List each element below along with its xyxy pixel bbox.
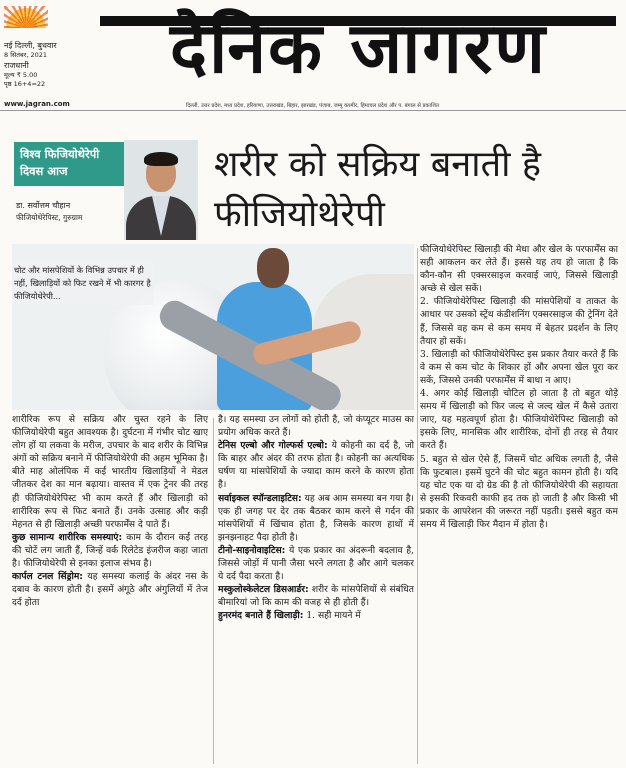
- paragraph: शारीरिक रूप से सक्रिय और चुस्त रहने के लिए फीजियोथेरेपी बहुत आवश्यक है। दुर्घटना में गंभीर चोट खाए लोग हों या लकवा के मरीज, उपचार के बाद शरीर के विभिन्न अंगों को सक्रिय बनाने में फीजियोथेरेपी की अहम भूमिका है। बीते माह ओलंपिक में कई भारतीय खिलाड़ियों ने मेडल जीतकर देश का मान बढ़ाया। वास्तव में एक ट्रेनर की तरह ही फीजियोथेरेपिस्ट भी काम करते हैं और खिलाड़ी को शारीरिक रूप से फिट बनाते हैं। उनके उत्साह और कड़ी मेहनत से ही खिलाड़ी अच्छी परफार्मेंस दे पाते हैं।: [12, 415, 208, 530]
- newspaper-logo: दैनिक जागरण: [170, 7, 547, 89]
- edition-info: [4, 40, 74, 89]
- headline-line-2: फीजियोथेरेपी: [214, 194, 385, 235]
- subheading: मस्कुलोस्केलेटल डिसआर्डर:: [218, 585, 309, 596]
- edition-region: राजधानी: [4, 61, 29, 70]
- editions-list: दिल्ली, उत्तर प्रदेश, मध्य प्रदेश, हरियाणा, उत्तराखंड, बिहार, झारखंड, पंजाब, जम्मू कश्मीर, हिमाचल प्रदेश और प. बंगाल से प्रकाशित: [186, 103, 439, 109]
- subheading: कार्पल टनल सिंड्रोम:: [12, 572, 83, 583]
- paragraph: फीजियोथेरेपिस्ट खिलाड़ी की मेधा और खेल के परफार्मेंस का सही आकलन कर लेते हैं। इससे यह तय हो जाता है कि कौन-कौन सी एक्सरसाइज करवाई जाएं, जिससे खिलाड़ी अच्छे से खेल सकें।: [420, 245, 618, 295]
- edition-price: मूल्य ₹ 5.00: [4, 71, 38, 79]
- column-rule: [417, 248, 418, 764]
- edition-pages: पृष्ठ 16+4=22: [4, 80, 46, 88]
- website-link[interactable]: www.jagran.com: [4, 100, 70, 108]
- paragraph: टेनिस एल्बो और गोल्फर्स एल्बो: ये कोहनी का दर्द है, जो कि बाहर और अंदर की तरफ होता है। कोहनी का अत्यधिक घर्षण या मांसपेशियों के ज्यादा काम करने के कारण होता है।: [218, 441, 414, 491]
- edition-date: 8 सितंबर, 2021: [4, 51, 48, 59]
- masthead: [0, 0, 626, 108]
- photo-caption: चोट और मांसपेशियों के विभिन्न उपचार में ही नहीं, खिलाड़ियों को फिट रखने में भी कारगर है फीजियोथेरेपी...: [14, 262, 154, 305]
- column-rule: [213, 418, 214, 764]
- author-portrait: [124, 140, 198, 240]
- paragraph: है। यह समस्या उन लोगों को होती है, जो कंप्यूटर माउस का प्रयोग अधिक करते हैं।: [218, 415, 414, 439]
- paragraph: 3. खिलाड़ी को फीजियोथेरेपिस्ट इस प्रकार तैयार करते हैं कि वे कम से कम चोट के शिकार हों और अपना खेल पूरा कर सकें, जिससे उनकी परफार्मेंस में बाधा न आए।: [420, 349, 618, 386]
- article-column-3: [420, 244, 618, 764]
- subheading: टेनिस एल्बो और गोल्फर्स एल्बो:: [218, 441, 328, 452]
- subheading: सर्वाइकल स्पॉन्डलाइटिस:: [218, 493, 302, 504]
- article-headline: [214, 140, 618, 240]
- paragraph: मस्कुलोस्केलेटल डिसआर्डर: शरीर के मांसपेशियों से संबंधित बीमारियां जो कि काम की वजह से ही होती हैं।: [218, 585, 414, 609]
- kicker-line-2: दिवस आज: [20, 164, 68, 178]
- author-role: फीजियोथेरेपिस्ट, गुरुग्राम: [16, 213, 83, 222]
- subheading: हुनरमंद बनाते हैं खिलाड़ी:: [218, 611, 304, 622]
- paragraph: टीनो-साइनोवाइटिस: ये एक प्रकार का अंदरूनी बदलाव है, जिससे जोड़ों में पानी जैसा भरने लगता है और आगे चलकर ये दर्द पैदा करता है।: [218, 545, 414, 583]
- paragraph: सर्वाइकल स्पॉन्डलाइटिस: यह अब आम समस्या बन गया है। एक ही जगह पर देर तक बैठकर काम करने से गर्दन की मांसपेशियों में खिंचाव होता है, जिसके कारण हाथों में झनझनाहट पैदा होती है।: [218, 493, 414, 543]
- subheading: टीनो-साइनोवाइटिस:: [218, 545, 286, 556]
- subheading: कुछ सामान्य शारीरिक समस्याएं:: [12, 532, 123, 543]
- article-column-2: [218, 414, 414, 764]
- therapist-head: [257, 248, 289, 288]
- article-column-1: [12, 414, 208, 764]
- edition-city: नई दिल्ली, बुधवार: [4, 41, 57, 50]
- kicker-line-1: विश्व फिजियोथेरेपी: [20, 147, 100, 161]
- paragraph: 4. अगर कोई खिलाड़ी चोटिल हो जाता है तो बहुत थोड़े समय में खिलाड़ी को फिर जल्द से जल्द खेल में कैसे उतारा जाए, यह महत्वपूर्ण होता है। फीजियोथेरेपिस्ट खिलाड़ी को इसके लिए, मानसिक और शारीरिक, दोनों ही तरह से तैयार करते हैं।: [420, 389, 618, 452]
- paragraph: कार्पल टनल सिंड्रोम: यह समस्या कलाई के अंदर नस के दबाव के कारण होती है। इसमें अंगूठे और अंगुलियों में तेज दर्द होता: [12, 572, 208, 609]
- author-name: डा. सर्वोत्तम चौहान: [16, 201, 71, 210]
- paragraph: कुछ सामान्य शारीरिक समस्याएं: काम के दौरान कई तरह की चोटें लग जाती हैं, जिन्हें वर्क रिलेटेड इंजरीज कहा जाता है। फीजियोथेरेपी से इनका इलाज संभव है।: [12, 532, 208, 570]
- sun-logo-icon: [4, 6, 48, 28]
- paragraph: 5. बहुत से खेल ऐसे हैं, जिसमें चोट अधिक लगती है, जैसे कि फुटबाल। इसमें घुटने की चोट बहुत कामन होती है। यदि यह चोट एक या दो ग्रेड की है तो फीजियोथेरेपी की सहायता से इसकी रिकवरी काफी हद तक हो जाती है और किसी भी प्रकार के आपरेशन की जरूरत नहीं पड़ती। इससे बहुत कम समय में खिलाड़ी फिर मैदान में होता है।: [420, 454, 618, 530]
- paragraph: हुनरमंद बनाते हैं खिलाड़ी: 1. सही मायने में: [218, 611, 361, 622]
- headline-line-1: शरीर को सक्रिय बनाती है: [214, 144, 542, 185]
- masthead-strip: [0, 100, 626, 111]
- article-kicker: [14, 142, 128, 186]
- paragraph: 2. फीजियोथेरेपिस्ट खिलाड़ी की मांसपेशियों व ताकत के आधार पर उसको स्ट्रेंथ कंडीशनिंग एक्सरसाइज की ट्रेनिंग देते हैं, जिससे वह कम से कम समय में बेहतर प्रदर्शन के लिए तैयार हो सकें।: [420, 297, 618, 347]
